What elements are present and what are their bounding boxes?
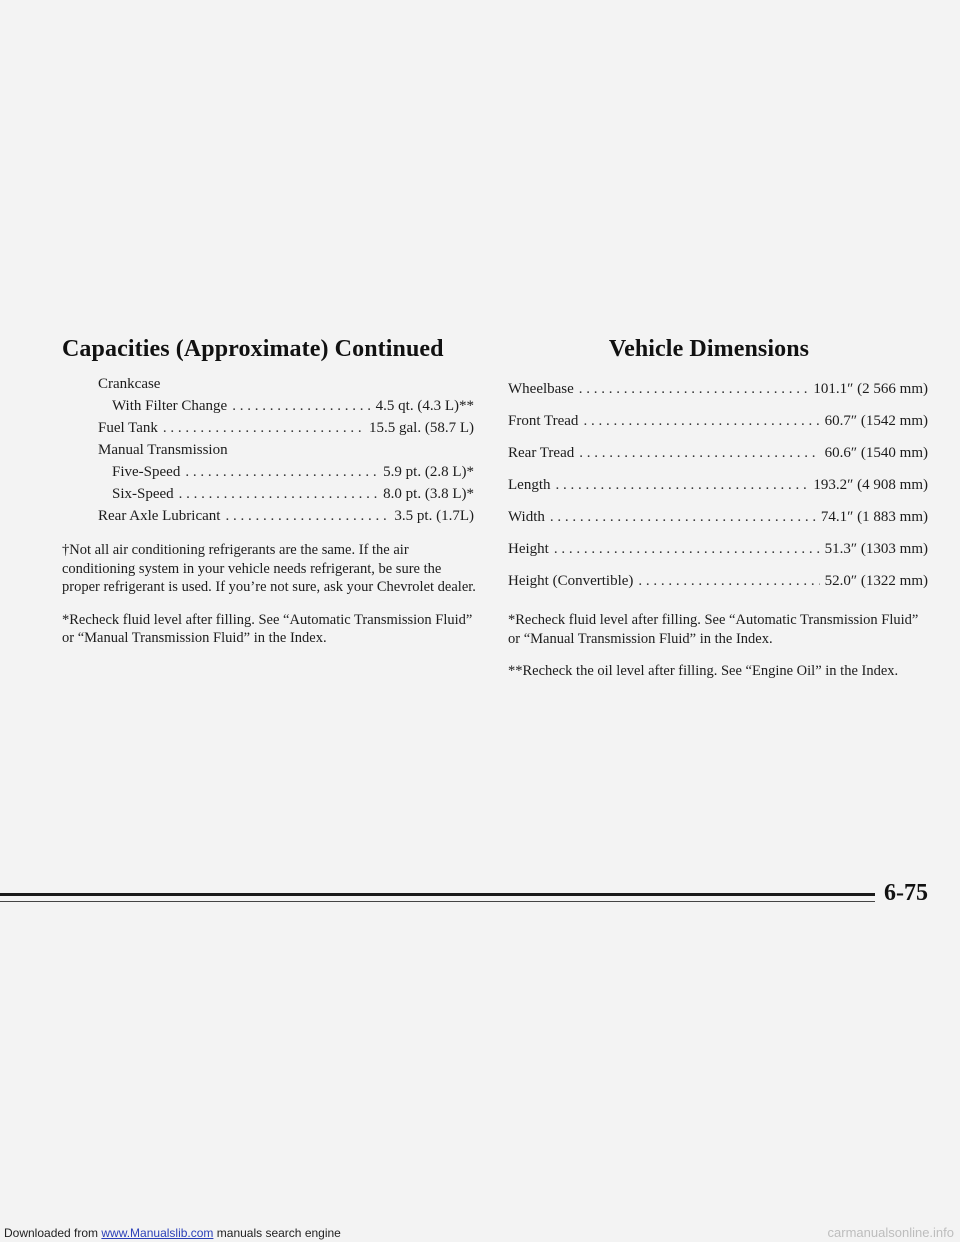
spec-row-length: Length . . . 193.2″ (4 908 mm)	[508, 469, 928, 501]
capacities-column	[62, 336, 482, 648]
spec-row-fuel-tank: Fuel Tank . . . 15.5 gal. (58.7 L)	[62, 417, 482, 439]
spec-row-six-speed: Six-Speed . . . 8.0 pt. (3.8 L)*	[62, 483, 482, 505]
capacities-title: Capacities (Approximate) Continued	[62, 336, 444, 362]
spec-row-width: Width . . . 74.1″ (1 883 mm)	[508, 501, 928, 533]
manualslib-link[interactable]: www.Manualslib.com	[101, 1226, 214, 1240]
download-footer	[0, 1224, 960, 1242]
recheck-fluid-note: *Recheck fluid level after filling. See “Automatic Transmission Fluid” or “Manual Transmission Fluid” in the Index.	[62, 611, 473, 646]
footer-rule-thin	[0, 901, 875, 902]
dimensions-title: Vehicle Dimensions	[608, 336, 810, 362]
spec-row-filter-change: With Filter Change . . . 4.5 qt. (4.3 L)**	[62, 395, 482, 417]
spec-row-rear-tread: Rear Tread . . . 60.6″ (1540 mm)	[508, 437, 928, 469]
spec-row-height: Height . . . 51.3″ (1303 mm)	[508, 533, 928, 565]
page-number: 6-75	[884, 880, 928, 906]
refrigerant-note: †Not all air conditioning refrigerants are the same. If the air conditioning system in your vehicle needs refrigerant, be sure the proper refrigerant is used. If you’re not sure, ask your Chevrolet dealer.	[62, 542, 476, 595]
spec-row-height-convertible: Height (Convertible) . . . 52.0″ (1322 mm)	[508, 565, 928, 597]
recheck-fluid-note-right: *Recheck fluid level after filling. See “Automatic Transmission Fluid” or “Manual Transmission Fluid” in the Index.	[508, 612, 919, 647]
watermark-text: carmanualsonline.info	[827, 1225, 954, 1240]
footer-rule-thick	[0, 893, 875, 896]
download-credit: Downloaded from www.Manualslib.com manuals search engine	[4, 1226, 341, 1240]
spec-row-rear-axle: Rear Axle Lubricant . . . 3.5 pt. (1.7L)	[62, 505, 482, 527]
dimensions-column	[508, 336, 928, 681]
dimensions-list	[508, 373, 928, 597]
crankcase-heading: Crankcase	[98, 376, 161, 392]
recheck-oil-note: **Recheck the oil level after filling. See “Engine Oil” in the Index.	[508, 663, 899, 679]
manual-transmission-heading: Manual Transmission	[98, 442, 228, 458]
spec-row-wheelbase: Wheelbase . . . 101.1″ (2 566 mm)	[508, 373, 928, 405]
capacities-list	[62, 373, 482, 527]
spec-row-front-tread: Front Tread . . . 60.7″ (1542 mm)	[508, 405, 928, 437]
footer-rule	[0, 893, 875, 913]
spec-row-five-speed: Five-Speed . . . 5.9 pt. (2.8 L)*	[62, 461, 482, 483]
